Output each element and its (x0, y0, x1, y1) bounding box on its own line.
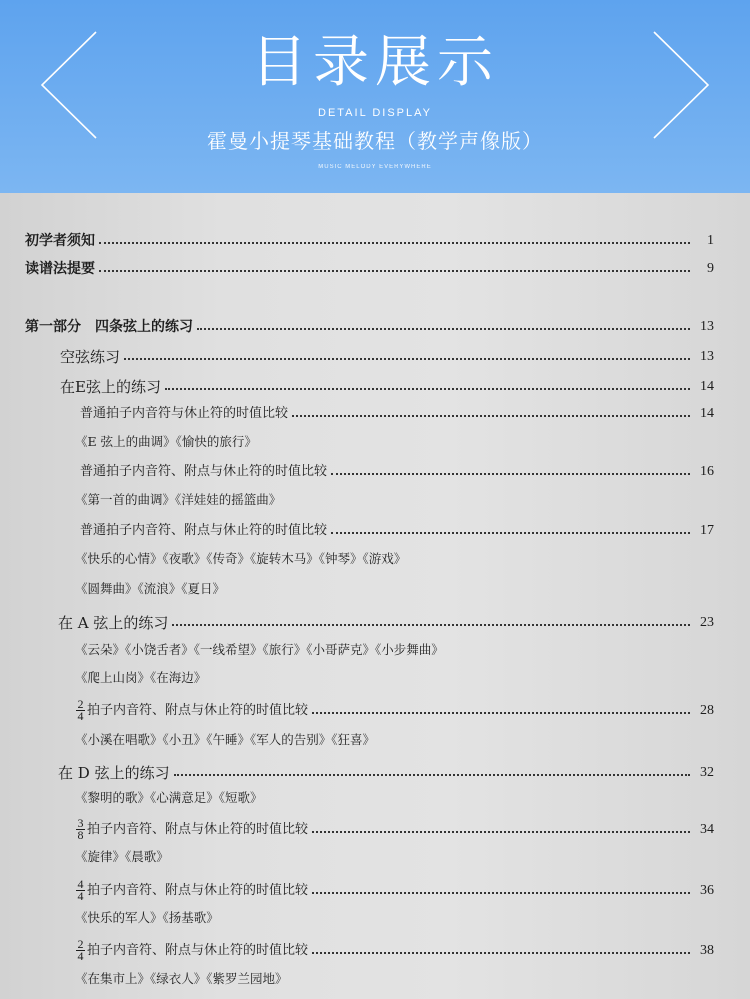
toc-entry (76, 697, 714, 725)
toc-entry (80, 458, 714, 486)
leader-dots (312, 831, 690, 833)
toc-entry-page: 17 (700, 523, 714, 538)
toc-entry-label: 空弦练习 (60, 348, 121, 366)
leader-dots (292, 415, 690, 417)
toc-entry (80, 400, 714, 428)
toc-entry-label: 在 A 弦上的练习 (58, 614, 169, 632)
leader-dots (312, 892, 690, 894)
leader-dots (197, 328, 690, 330)
leader-dots (124, 358, 690, 360)
toc-entry-page: 34 (700, 822, 714, 837)
toc-entry-part (25, 313, 714, 341)
leader-dots (165, 388, 690, 390)
toc-entry (76, 937, 714, 965)
piece-list: 《快乐的军人》《扬基歌》 (75, 910, 219, 925)
piece-list: 《旋律》《晨歌》 (75, 849, 169, 864)
piece-list: 《E 弦上的曲调》《愉快的旅行》 (75, 434, 257, 449)
toc-entry-label: $\frac{2}{4}$ 拍子内音符、附点与休止符的时值比较 (77, 697, 309, 723)
toc-entry-page: 23 (700, 615, 714, 630)
toc-entry (60, 373, 714, 401)
toc-entry-page: 32 (700, 765, 714, 780)
leader-dots (174, 774, 690, 776)
toc-entry-page: 9 (707, 261, 714, 276)
time-signature: $\frac{2}{4}$ (77, 937, 84, 963)
leader-dots (99, 270, 690, 272)
toc-entry-label: 读谱法提要 (25, 261, 95, 277)
piece-list: 《第一首的曲调》《洋娃娃的摇篮曲》 (75, 492, 282, 507)
toc-entry-label: 初学者须知 (25, 233, 95, 249)
toc-entry-label: 在 D 弦上的练习 (58, 764, 170, 782)
toc-entry-page: 13 (700, 349, 714, 364)
toc-entry-label: 普通拍子内音符、附点与休止符的时值比较 (80, 523, 328, 538)
leader-dots (312, 712, 690, 714)
toc-entry (58, 609, 714, 637)
toc-entry-page: 14 (700, 379, 714, 394)
header-banner (0, 0, 750, 193)
toc-entry-label: 普通拍子内音符与休止符的时值比较 (80, 406, 289, 421)
toc-entry-label: 在E弦上的练习 (60, 378, 161, 396)
toc-entry-label: 第一部分 四条弦上的练习 (25, 319, 193, 335)
time-signature: $\frac{4}{4}$ (77, 877, 84, 903)
piece-list: 《小溪在唱歌》《小丑》《午睡》《军人的告别》《狂喜》 (75, 732, 376, 747)
toc-entry-page: 36 (700, 883, 714, 898)
leader-dots (172, 624, 690, 626)
toc-entry (76, 877, 714, 905)
toc-entry-label: $\frac{3}{8}$ 拍子内音符、附点与休止符的时值比较 (77, 816, 309, 842)
piece-list: 《黎明的歌》《心满意足》《短歌》 (75, 790, 263, 805)
toc-entry (25, 227, 714, 255)
banner-title: 目录展示 (251, 30, 499, 95)
piece-list: 《在集市上》《绿衣人》《紫罗兰园地》 (75, 971, 288, 986)
toc-entry-page: 14 (700, 406, 714, 421)
toc-entry (76, 816, 714, 844)
toc-entry (58, 759, 714, 787)
toc-entry-label: 普通拍子内音符、附点与休止符的时值比较 (80, 464, 328, 479)
banner-subtitle-en: DETAIL DISPLAY (318, 107, 432, 119)
piece-list: 《云朵》《小饶舌者》《一线希望》《旅行》《小哥萨克》《小步舞曲》 (75, 642, 444, 657)
book-title: 霍曼小提琴基础教程（教学声像版） (207, 129, 543, 153)
toc-entry-page: 16 (700, 464, 714, 479)
leader-dots (99, 242, 690, 244)
piece-list: 《爬上山岗》《在海边》 (75, 670, 207, 685)
toc-entry-page: 28 (700, 703, 714, 718)
banner-tagline: MUSIC MELODY EVERYWHERE (318, 164, 432, 170)
time-signature: $\frac{3}{8}$ (77, 816, 84, 842)
toc-entry (60, 343, 714, 371)
leader-dots (331, 532, 690, 534)
toc-entry-page: 1 (707, 233, 714, 248)
toc-entry (80, 517, 714, 545)
leader-dots (331, 473, 690, 475)
toc-entry (25, 255, 714, 283)
toc-entry-page: 13 (700, 319, 714, 334)
toc-entry-page: 38 (700, 943, 714, 958)
toc-entry-label: $\frac{4}{4}$ 拍子内音符、附点与休止符的时值比较 (77, 877, 309, 903)
time-signature: $\frac{2}{4}$ (77, 697, 84, 723)
toc-entry-label: $\frac{2}{4}$ 拍子内音符、附点与休止符的时值比较 (77, 937, 309, 963)
piece-list: 《圆舞曲》《流浪》《夏日》 (75, 581, 226, 596)
leader-dots (312, 952, 690, 954)
piece-list: 《快乐的心情》《夜歌》《传奇》《旋转木马》《钟琴》《游戏》 (75, 551, 407, 566)
